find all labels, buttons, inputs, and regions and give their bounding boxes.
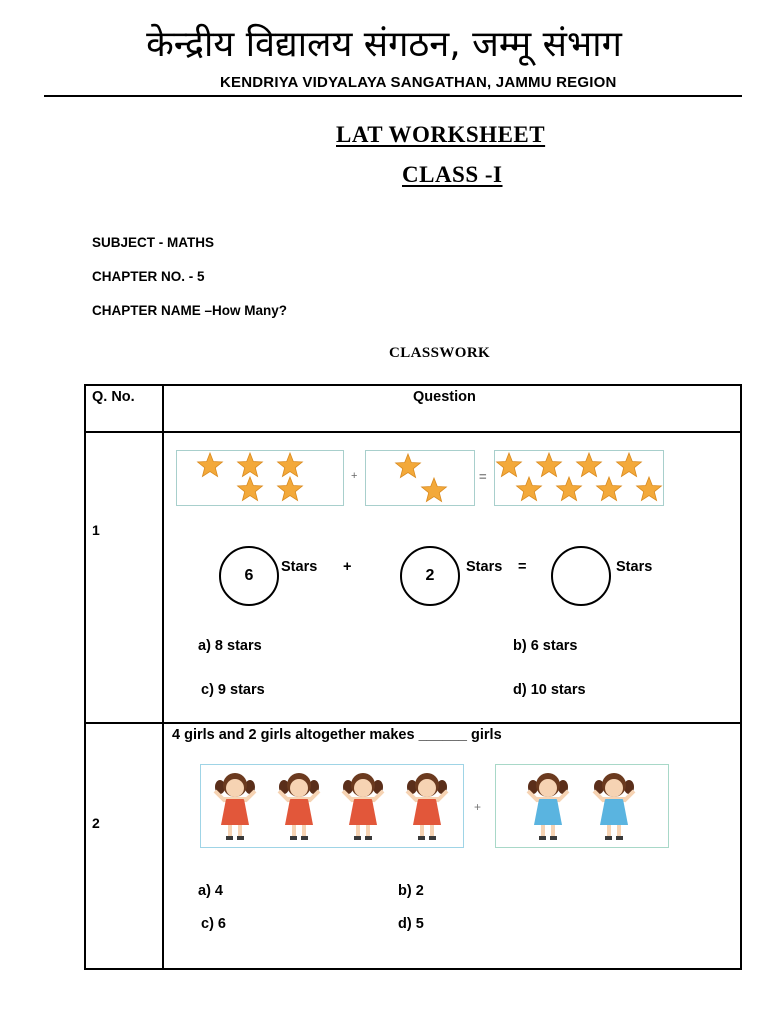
girl-figure — [528, 773, 568, 840]
table-header-divider — [84, 431, 742, 433]
stars-label-2: Stars — [466, 559, 503, 575]
girl-group-blue — [496, 765, 668, 847]
chapter-name-line: CHAPTER NAME –How Many? — [92, 303, 288, 318]
girl-figure — [215, 773, 255, 840]
star-icon — [597, 477, 622, 501]
star-icon — [517, 477, 542, 501]
star-icon — [497, 453, 522, 477]
worksheet-title: LAT WORKSHEET — [336, 122, 546, 147]
star-group-b — [366, 451, 474, 505]
header-divider — [44, 95, 742, 97]
table-border-bottom — [84, 968, 742, 970]
q1-option-b[interactable]: b) 6 stars — [513, 638, 578, 654]
star-icon — [238, 453, 263, 477]
girl-figure — [279, 773, 319, 840]
answer-circle-2: 2 — [400, 546, 460, 606]
q2-option-d[interactable]: d) 5 — [398, 916, 424, 932]
q1-equals-sign: = — [479, 469, 487, 484]
q2-option-c[interactable]: c) 6 — [201, 916, 226, 932]
star-icon — [537, 453, 562, 477]
q1-number: 1 — [92, 522, 100, 538]
star-icon — [617, 453, 642, 477]
answer-circle-blank[interactable] — [551, 546, 611, 606]
table-column-divider — [162, 384, 164, 970]
q1-plus-sign: + — [351, 470, 358, 482]
q1-star-box-a — [176, 450, 344, 506]
q2-plus-sign: + — [474, 800, 482, 814]
star-icon — [278, 477, 303, 501]
star-icon — [422, 478, 447, 502]
star-icon — [198, 453, 223, 477]
table-border-right — [740, 384, 742, 970]
q1-option-a[interactable]: a) 8 stars — [198, 638, 262, 654]
q2-option-b[interactable]: b) 2 — [398, 883, 424, 899]
table-row-divider — [84, 722, 742, 724]
classwork-heading: CLASSWORK — [389, 345, 491, 361]
stars-label-1: Stars — [281, 559, 318, 575]
q2-number: 2 — [92, 815, 100, 831]
table-border-left — [84, 384, 86, 970]
girl-figure — [594, 773, 634, 840]
q2-option-a[interactable]: a) 4 — [198, 883, 223, 899]
stars-label-3: Stars — [616, 559, 653, 575]
star-icon — [577, 453, 602, 477]
operator-equals: = — [518, 559, 527, 575]
class-title: CLASS -I — [402, 162, 503, 187]
girl-figure — [343, 773, 383, 840]
operator-plus: + — [343, 559, 352, 575]
star-icon — [396, 454, 421, 478]
answer-circle-1: 6 — [219, 546, 279, 606]
q1-star-box-c — [494, 450, 664, 506]
q2-girls-box-b — [495, 764, 669, 848]
hindi-header-title: केन्द्रीय विद्यालय संगठन, जम्मू संभाग — [146, 24, 622, 65]
star-group-c — [495, 451, 663, 505]
star-icon — [278, 453, 303, 477]
table-border-top — [84, 384, 742, 386]
star-group-a — [177, 451, 343, 505]
header-qno: Q. No. — [92, 389, 135, 405]
q1-star-box-b — [365, 450, 475, 506]
q1-option-c[interactable]: c) 9 stars — [201, 682, 265, 698]
subject-line: SUBJECT - MATHS — [92, 235, 215, 250]
girl-group-red — [201, 765, 463, 847]
header-question: Question — [413, 389, 476, 405]
star-icon — [238, 477, 263, 501]
star-icon — [557, 477, 582, 501]
q1-option-d[interactable]: d) 10 stars — [513, 682, 586, 698]
english-header-title: KENDRIYA VIDYALAYA SANGATHAN, JAMMU REGION — [220, 74, 617, 91]
girl-figure — [407, 773, 447, 840]
star-icon — [637, 477, 662, 501]
chapter-number-line: CHAPTER NO. - 5 — [92, 269, 205, 284]
q2-prompt: 4 girls and 2 girls altogether makes ______ girls — [172, 727, 502, 743]
q2-girls-box-a — [200, 764, 464, 848]
